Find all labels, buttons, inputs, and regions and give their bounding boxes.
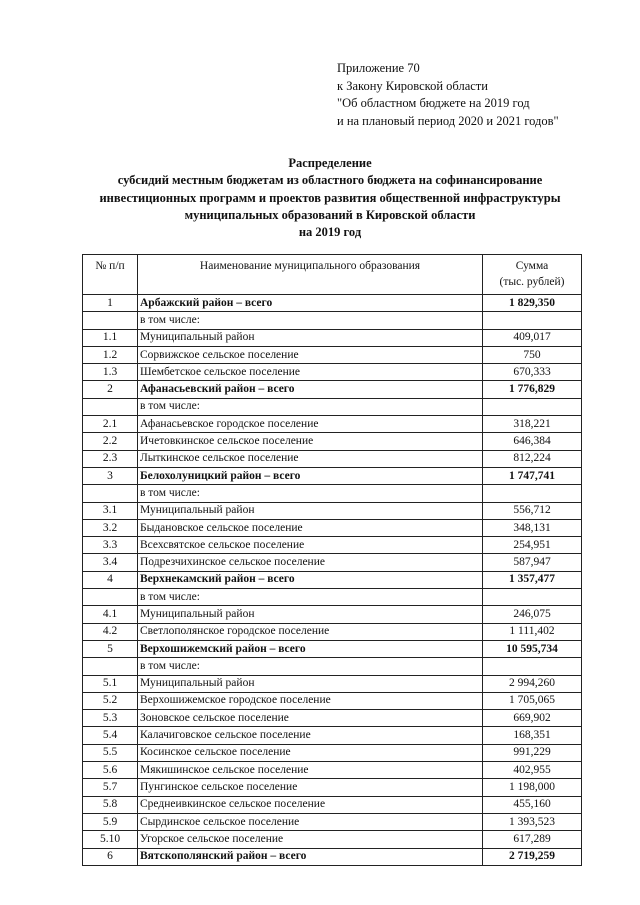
row-number: 2.1 xyxy=(83,416,138,433)
row-name: Всехсвятское сельское поселение xyxy=(138,537,483,554)
row-name: Арбажский район – всего xyxy=(138,295,483,312)
row-sum: 168,351 xyxy=(483,727,582,744)
table-row xyxy=(83,450,582,467)
table-row xyxy=(83,571,582,588)
row-sum: 409,017 xyxy=(483,329,582,346)
annex-line-1: Приложение 70 xyxy=(337,61,420,75)
row-number xyxy=(83,312,138,329)
table-row xyxy=(83,710,582,727)
table-row xyxy=(83,519,582,536)
row-name: Муниципальный район xyxy=(138,675,483,692)
table-row xyxy=(83,675,582,692)
row-number: 5.2 xyxy=(83,692,138,709)
row-number: 1.2 xyxy=(83,346,138,363)
row-sum: 246,075 xyxy=(483,606,582,623)
row-name: Сорвижское сельское поселение xyxy=(138,346,483,363)
row-sum: 1 393,523 xyxy=(483,813,582,830)
row-number: 3.2 xyxy=(83,519,138,536)
row-sum: 1 747,741 xyxy=(483,467,582,484)
row-sum: 1 705,065 xyxy=(483,692,582,709)
row-name: Ичетовкинское сельское поселение xyxy=(138,433,483,450)
row-sum: 646,384 xyxy=(483,433,582,450)
table-row xyxy=(83,796,582,813)
row-sum: 556,712 xyxy=(483,502,582,519)
row-sum: 1 111,402 xyxy=(483,623,582,640)
title-line-5: на 2019 год xyxy=(298,225,362,240)
row-number: 3.3 xyxy=(83,537,138,554)
table-header-row xyxy=(83,255,582,295)
row-name: Белохолуницкий район – всего xyxy=(138,467,483,484)
row-sum: 991,229 xyxy=(483,744,582,761)
annex-line-2: к Закону Кировской области xyxy=(337,78,488,93)
row-number: 1.3 xyxy=(83,364,138,381)
annex-header xyxy=(337,60,559,130)
row-number: 2.2 xyxy=(83,433,138,450)
title-line-3: инвестиционных программ и проектов развития общественной инфраструктуры xyxy=(99,190,561,205)
row-sum: 1 198,000 xyxy=(483,779,582,796)
row-sum: 669,902 xyxy=(483,710,582,727)
table-row xyxy=(83,848,582,865)
table-row xyxy=(83,658,582,675)
row-name: Калачиговское сельское поселение xyxy=(138,727,483,744)
table-row xyxy=(83,312,582,329)
table-row xyxy=(83,692,582,709)
row-number: 5.9 xyxy=(83,813,138,830)
row-number: 4.2 xyxy=(83,623,138,640)
row-number: 1.1 xyxy=(83,329,138,346)
row-name: Косинское сельское поселение xyxy=(138,744,483,761)
table-row xyxy=(83,589,582,606)
header-sum-line-1: Сумма xyxy=(515,260,549,272)
row-sum: 1 829,350 xyxy=(483,295,582,312)
row-number: 5 xyxy=(83,640,138,657)
table-row xyxy=(83,433,582,450)
row-number: 5.3 xyxy=(83,710,138,727)
table-row xyxy=(83,381,582,398)
row-sum: 10 595,734 xyxy=(483,640,582,657)
row-sum xyxy=(483,398,582,415)
row-sum: 2 719,259 xyxy=(483,848,582,865)
row-number: 3.1 xyxy=(83,502,138,519)
table-row xyxy=(83,346,582,363)
row-number: 5.5 xyxy=(83,744,138,761)
row-sum: 617,289 xyxy=(483,831,582,848)
row-sum: 254,951 xyxy=(483,537,582,554)
table-row xyxy=(83,727,582,744)
table-row xyxy=(83,295,582,312)
row-name: Быдановское сельское поселение xyxy=(138,519,483,536)
row-number: 5.7 xyxy=(83,779,138,796)
table-row xyxy=(83,640,582,657)
row-sum: 402,955 xyxy=(483,762,582,779)
row-sum: 1 357,477 xyxy=(483,571,582,588)
row-number: 3.4 xyxy=(83,554,138,571)
row-number: 5.1 xyxy=(83,675,138,692)
row-sum: 750 xyxy=(483,346,582,363)
row-name: Муниципальный район xyxy=(138,606,483,623)
row-number: 5.6 xyxy=(83,762,138,779)
row-name: Афанасьевское городское поселение xyxy=(138,416,483,433)
table-row xyxy=(83,762,582,779)
row-name: Верхошижемское городское поселение xyxy=(138,692,483,709)
row-sum: 2 994,260 xyxy=(483,675,582,692)
row-name: Подрезчихинское сельское поселение xyxy=(138,554,483,571)
row-number xyxy=(83,398,138,415)
row-name: Верхнекамский район – всего xyxy=(138,571,483,588)
table-row xyxy=(83,606,582,623)
subsidy-table xyxy=(82,254,582,866)
row-name: в том числе: xyxy=(138,485,483,502)
row-number: 5.8 xyxy=(83,796,138,813)
row-number xyxy=(83,589,138,606)
row-number: 1 xyxy=(83,295,138,312)
header-sum-line-2: (тыс. рублей) xyxy=(499,276,565,288)
row-sum: 587,947 xyxy=(483,554,582,571)
row-number xyxy=(83,658,138,675)
table-row xyxy=(83,416,582,433)
row-name: Светлополянское городское поселение xyxy=(138,623,483,640)
table-row xyxy=(83,813,582,830)
title-line-2: субсидий местным бюджетам из областного бюджета на софинансирование xyxy=(117,173,543,188)
row-number: 2.3 xyxy=(83,450,138,467)
row-sum: 1 776,829 xyxy=(483,381,582,398)
table-row xyxy=(83,537,582,554)
title-line-4: муниципальных образований в Кировской области xyxy=(184,207,476,222)
row-sum: 318,221 xyxy=(483,416,582,433)
table-row xyxy=(83,779,582,796)
row-name: Лыткинское сельское поселение xyxy=(138,450,483,467)
header-num: № п/п xyxy=(83,255,138,295)
table-row xyxy=(83,467,582,484)
row-sum: 455,160 xyxy=(483,796,582,813)
row-name: Афанасьевский район – всего xyxy=(138,381,483,398)
row-sum xyxy=(483,589,582,606)
table-row xyxy=(83,485,582,502)
document-title xyxy=(60,155,600,241)
table-row xyxy=(83,502,582,519)
row-sum: 670,333 xyxy=(483,364,582,381)
table-row xyxy=(83,398,582,415)
annex-line-4: и на плановый период 2020 и 2021 годов" xyxy=(337,113,559,128)
title-line-1: Распределение xyxy=(288,156,372,170)
row-name: Среднеивкинское сельское поселение xyxy=(138,796,483,813)
row-name: Муниципальный район xyxy=(138,502,483,519)
table-row xyxy=(83,831,582,848)
row-number: 5.4 xyxy=(83,727,138,744)
table-row xyxy=(83,554,582,571)
row-name: в том числе: xyxy=(138,312,483,329)
row-number: 5.10 xyxy=(83,831,138,848)
table-row xyxy=(83,623,582,640)
row-name: в том числе: xyxy=(138,658,483,675)
table-row xyxy=(83,329,582,346)
row-number: 4.1 xyxy=(83,606,138,623)
row-sum xyxy=(483,312,582,329)
row-name: Вятскополянский район – всего xyxy=(138,848,483,865)
row-name: в том числе: xyxy=(138,589,483,606)
table-body xyxy=(83,295,582,866)
row-number: 3 xyxy=(83,467,138,484)
row-name: Муниципальный район xyxy=(138,329,483,346)
table-row xyxy=(83,364,582,381)
row-number: 4 xyxy=(83,571,138,588)
annex-line-3: "Об областном бюджете на 2019 год xyxy=(337,96,530,110)
row-sum: 348,131 xyxy=(483,519,582,536)
row-number: 6 xyxy=(83,848,138,865)
row-number: 2 xyxy=(83,381,138,398)
row-name: Мякишинское сельское поселение xyxy=(138,762,483,779)
row-name: Сырдинское сельское поселение xyxy=(138,813,483,830)
row-sum xyxy=(483,658,582,675)
row-name: Зоновское сельское поселение xyxy=(138,710,483,727)
row-sum: 812,224 xyxy=(483,450,582,467)
row-name: Угорское сельское поселение xyxy=(138,831,483,848)
row-name: Верхошижемский район – всего xyxy=(138,640,483,657)
row-sum xyxy=(483,485,582,502)
header-sum xyxy=(483,255,582,295)
row-name: Пунгинское сельское поселение xyxy=(138,779,483,796)
row-number xyxy=(83,485,138,502)
table-row xyxy=(83,744,582,761)
row-name: Шембетское сельское поселение xyxy=(138,364,483,381)
row-name: в том числе: xyxy=(138,398,483,415)
header-name: Наименование муниципального образования xyxy=(138,255,483,295)
